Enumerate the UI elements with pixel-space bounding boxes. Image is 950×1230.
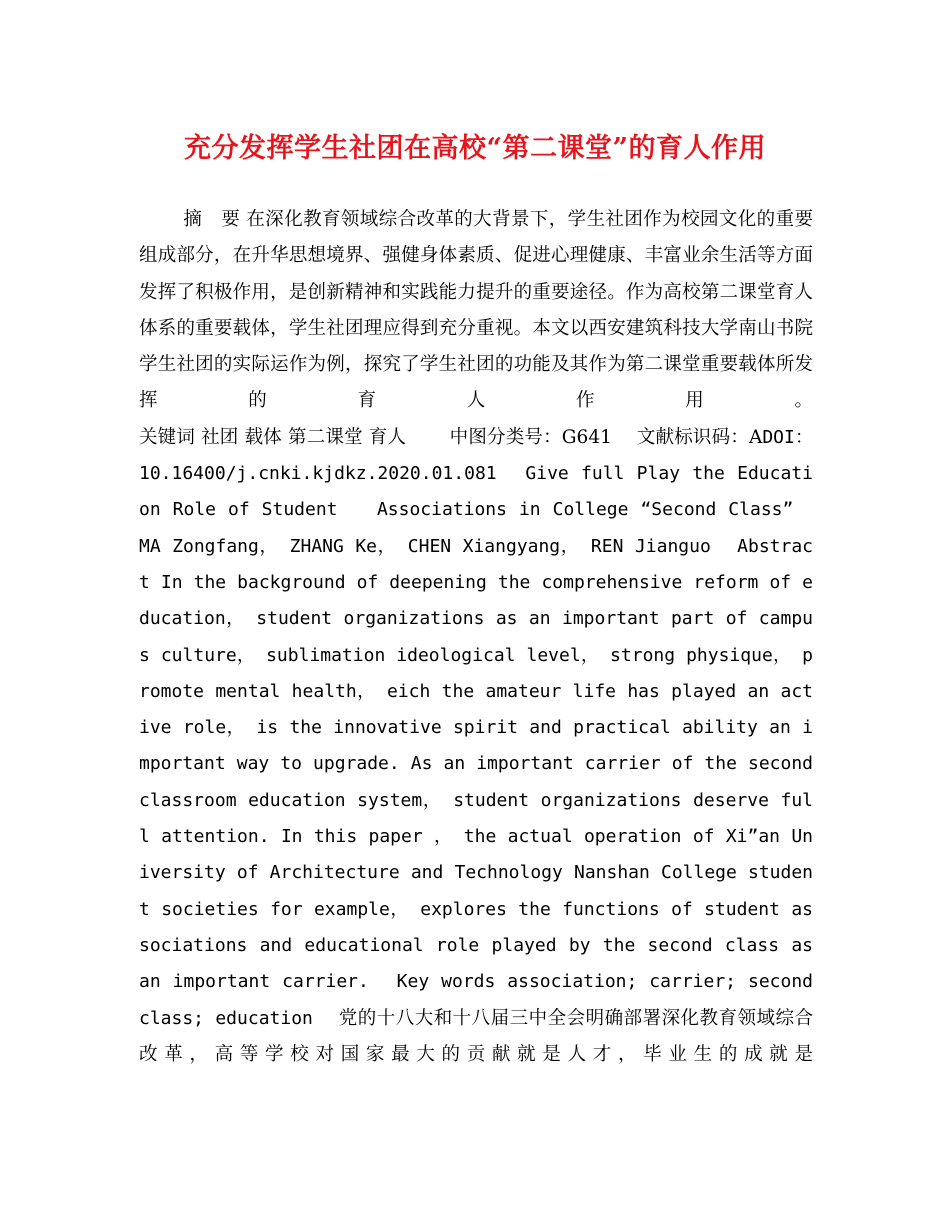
doi: DOI：10.16400/j.cnki.kjdkz.2020.01.081 <box>139 426 814 485</box>
document-title: 充分发挥学生社团在高校“第二课堂”的育人作用 <box>183 133 767 164</box>
authors: MA Zongfang， ZHANG Ke， CHEN Xiangyang， REN Jianguo <box>139 535 711 557</box>
english-title: Give full Play the Education Role of Student Associations in College “Second Class” <box>139 463 813 521</box>
abstract-chinese: 在深化教育领域综合改革的大背景下，学生社团作为校园文化的重要组成部分，在升华思想境界、强健身体素质、促进心理健康、丰富业余生活等方面发挥了积极作用，是创新精神和实践能力提升的重要途径。作为高校第二课堂育人体系的重要载体，学生社团理应得到充分重视。本文以西安建筑科技大学南山书院学生社团的实际运作为例，探究了学生社团的功能及其作为第二课堂重要载体所发挥的育人作用。 <box>139 209 813 412</box>
abstract-english: Abstract In the background of deepening the comprehensive reform of education， student organizations as an important part of campus culture， sublimation ideological level， strong physique， promote mental health， eich the amateur life has played an active role， is the innovative spirit and practical ability an important way to upgrade. As an important carrier of the second classroom education system， student organizations deserve full attention. In this paper ， the actual operation of Xi”an University of Architecture and Technology Nanshan College student societies for example， explores the functions of student associations and educational role played by the second class as an important carrier. <box>139 535 813 993</box>
classification-number: 中图分类号：G641 <box>449 426 612 448</box>
document-code: 文献标识码：A <box>636 426 763 448</box>
keywords-english: Key words association; carrier; second class; education <box>139 971 814 1029</box>
keywords-chinese: 关键词 社团 载体 第二课堂 育人 <box>139 426 407 448</box>
intro-chinese: 党的十八大和十八届三中全会明确部署深化教育领域综合改革，高等学校对国家最大的贡献就是人才，毕业生的成就是 <box>139 1007 813 1065</box>
abstract-label: 摘 要 <box>183 209 241 230</box>
document-body <box>139 202 813 1073</box>
